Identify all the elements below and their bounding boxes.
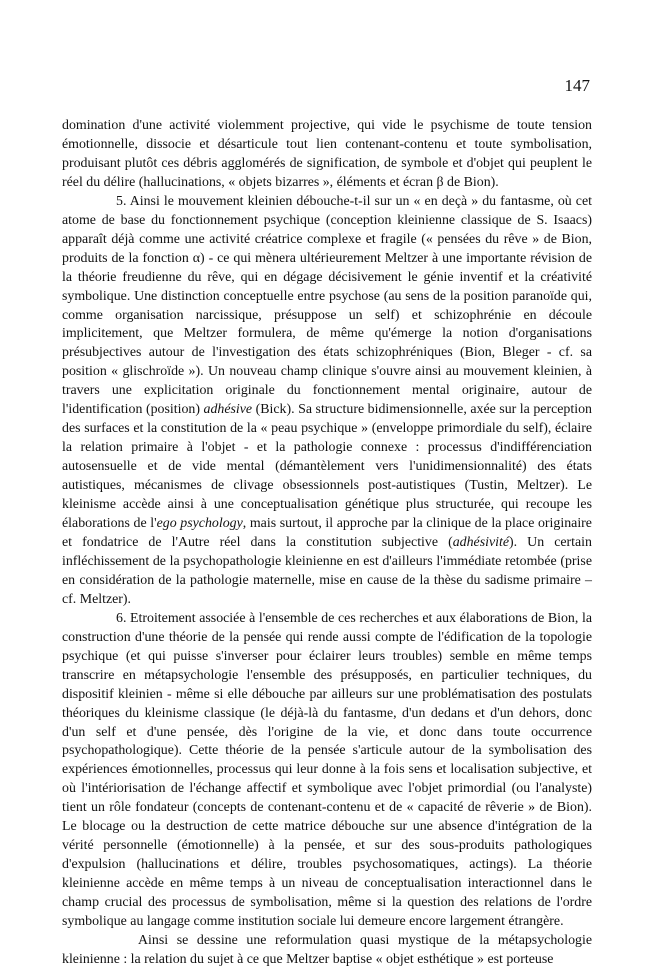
- paragraph-6: [62, 610, 592, 932]
- paragraph-text: domination d'une activité violemment projective, qui vide le psychisme de toute tension émotionnelle, dissocie et désarticule tout lien contenant-contenu et toute symbolisation, produisant plutôt ces débris agglomérés de signification, de symbole et d'objet qui peuplent le réel du délire (hallucinations, « objets bizarres », éléments et écran β de Bion).: [62, 118, 592, 190]
- paragraph-text: ). Un certain infléchissement de la psychopathologie kleinienne en est d'ailleurs l'immédiate retombée (prise en considération de la pathologie maternelle, mise en cause de la thèse du sadisme primaire – cf. Meltzer).: [62, 534, 592, 607]
- paragraph-text: , mais surtout, il approche par la clinique de la place originaire et fondatrice de l'Autre réel dans la constitution subjective (: [62, 516, 592, 550]
- paragraph-text: (Bick). Sa structure bidimensionnelle, axée sur la perception des surfaces et la constitution de la « peau psychique » (enveloppe primordiale du self), éclaire la relation primaire à l'objet - et la pathologie connexe : processus d'indifférenciation autosensuelle et de vide mental (démantèlement vers l'unidimensionnalité) des états autistiques, mécanismes de clivage obsessionnels post-autistiques (Tustin, Meltzer). Le kleinisme accède ainsi à une conceptualisation génétique plus structurée, qui recoupe les élaborations de l': [62, 402, 592, 532]
- paragraph-ainsi: [62, 932, 592, 970]
- page-number: 147: [564, 76, 590, 95]
- paragraph-text: 5. Ainsi le mouvement kleinien débouche-t-il sur un « en deçà » du fantasme, où cet atome de base du fonctionnement psychique (conception kleinienne classique de S. Isaacs) apparaît déjà comme une activité créatrice complexe et fragile (« pensées du rêve » de Bion, produits de la fonction α) - ce qui mènera ultérieurement Meltzer à une importante révision de la théorie freudienne du rêve, qui en dégage décisivement le génie inventif et la créativité symbolique. Une distinction conceptuelle entre psychose (au sens de la position paranoïde qui, comme organisation narcissique, présuppose un self) et schizophrénie en découle implicitement, que Meltzer formulera, de même qu'émerge la notion d'organisations présubjectives autour de l'investigation des états schizophréniques (Bion, Bleger - cf. sa position « glischroïde »). Un nouveau champ clinique s'ouvre ainsi au mouvement kleinien, à travers une explicitation originale du fonctionnement mental originaire, autour de l'identification (position): [62, 193, 592, 418]
- paragraph-domination: [62, 117, 592, 193]
- body-text: [62, 117, 592, 970]
- italic-term-adhesivite: adhésivité: [452, 534, 510, 550]
- italic-term-ego-psychology: ego psychology: [156, 516, 243, 532]
- paragraph-text: 6. Etroitement associée à l'ensemble de ces recherches et aux élaborations de Bion, la construction d'une théorie de la pensée qui rende aussi compte de l'édification de la topologie psychique (et qui puisse s'inverser pour éclairer leurs troubles) semble en même temps transcrire en métapsychologie l'ensemble des présupposés, en particulier techniques, du dispositif kleinien - même si elle débouche par ailleurs sur une problématisation des postulats théoriques du kleinisme classique (le déjà-là du fantasme, d'un dedans et d'un dehors, donc d'un self et d'une pensée, dès l'origine de la vie, et donc dans toute occurrence psychopathologique). Cette théorie de la pensée s'articule autour de la symbolisation des expériences émotionnelles, processus qui leur donne à la fois sens et localisation subjective, et où l'intériorisation de l'échange affectif et symbolique avec l'objet primordial (ou l'analyste) tient un rôle fondateur (concepts de contenant-contenu et de « capacité de rêverie » de Bion). Le blocage ou la destruction de cette matrice débouche sur une absence d'intégration de la vérité personnelle (émotionnelle) à la pensée, et sur des sous-produits pathologiques d'expulsion (hallucinations et délire, troubles psychosomatiques, actings). La théorie kleinienne accède en même temps à un niveau de conceptualisation interactionnel dans le champ crucial des processus de symbolisation, même si la question des relations de l'ordre symbolique au langage comme institution sociale lui demeure encore largement étrangère.: [62, 610, 592, 930]
- italic-term-adhesive: adhésive: [203, 402, 253, 418]
- paragraph-5: [62, 193, 592, 610]
- paragraph-text: Ainsi se dessine une reformulation quasi mystique de la métapsychologie kleinienne : la relation du sujet à ce que Meltzer baptise « objet esthétique » est porteuse: [62, 932, 592, 967]
